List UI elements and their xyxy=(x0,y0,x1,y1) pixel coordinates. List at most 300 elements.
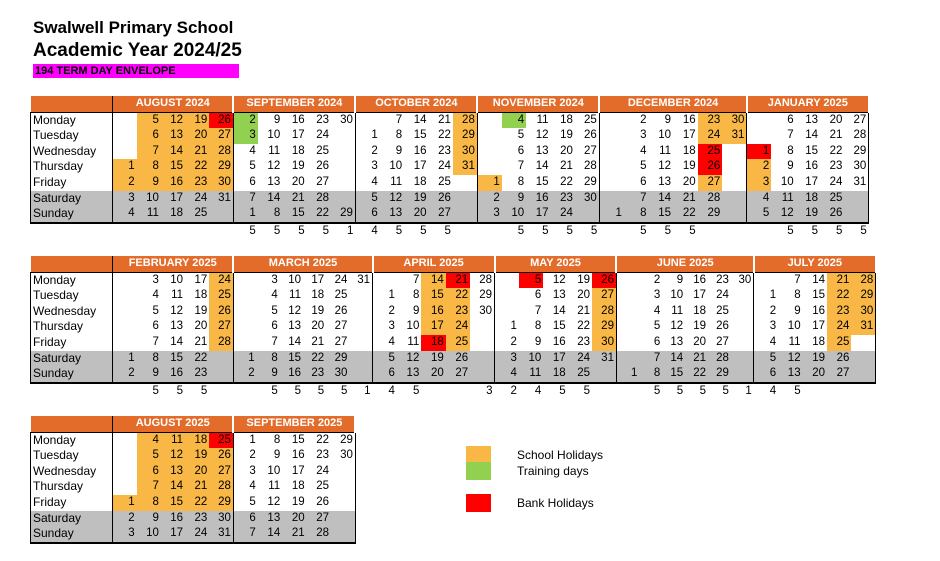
date-cell: 2 xyxy=(747,159,771,175)
date-cell: 28 xyxy=(698,191,723,207)
date-cell xyxy=(113,304,137,320)
date-cell: 18 xyxy=(682,144,696,157)
date-cell xyxy=(731,288,754,304)
date-cell: 14 xyxy=(648,191,673,207)
date-cell: 3 xyxy=(113,526,137,543)
date-cell xyxy=(731,366,754,383)
date-cell: 6 xyxy=(373,366,397,383)
date-cell: 3 xyxy=(769,320,777,333)
week-count: 5 xyxy=(771,223,795,238)
date-cell: 27 xyxy=(698,175,723,191)
week-count: 5 xyxy=(639,383,662,398)
date-cell: 24 xyxy=(316,129,329,142)
date-cell: 5 xyxy=(653,320,661,333)
date-cell: 30 xyxy=(209,175,233,191)
date-cell: 16 xyxy=(413,144,427,157)
week-count: 5 xyxy=(796,223,820,238)
date-cell: 4 xyxy=(653,304,661,317)
date-cell: 6 xyxy=(137,464,161,480)
date-cell: 11 xyxy=(407,335,420,348)
date-cell: 4 xyxy=(371,175,378,188)
date-cell: 28 xyxy=(708,351,731,367)
date-cell: 24 xyxy=(827,319,851,335)
date-cell: 10 xyxy=(780,175,794,188)
date-cell: 17 xyxy=(805,175,819,188)
date-cell: 2 xyxy=(769,304,777,317)
week-count xyxy=(616,383,639,398)
date-cell: 29 xyxy=(592,319,616,335)
date-cell: 9 xyxy=(137,511,161,527)
week-count: 5 xyxy=(543,383,567,398)
date-cell: 2 xyxy=(233,112,257,128)
week-count xyxy=(599,223,624,238)
date-cell: 31 xyxy=(349,272,372,288)
date-cell: 26 xyxy=(698,159,723,175)
date-cell: 2 xyxy=(113,366,137,383)
date-cell: 3 xyxy=(640,129,647,142)
date-cell: 9 xyxy=(257,366,280,383)
date-cell: 9 xyxy=(502,191,526,207)
date-cell: 16 xyxy=(682,113,696,126)
date-cell: 31 xyxy=(209,191,233,207)
date-cell: 8 xyxy=(395,129,403,142)
date-cell: 22 xyxy=(316,433,329,446)
date-cell: 12 xyxy=(670,320,684,333)
date-cell: 30 xyxy=(453,144,477,160)
date-cell: 17 xyxy=(413,160,427,173)
week-count: 5 xyxy=(662,383,685,398)
date-cell: 13 xyxy=(778,366,802,383)
date-cell: 6 xyxy=(137,128,161,144)
date-cell: 20 xyxy=(282,511,306,527)
week-count: 5 xyxy=(397,383,421,398)
date-cell: 11 xyxy=(268,144,281,157)
month-header: SEPTEMBER 2025 xyxy=(233,416,355,432)
week-count xyxy=(446,383,470,398)
date-cell: 19 xyxy=(185,448,209,464)
date-cell: 25 xyxy=(316,144,329,157)
date-cell: 21 xyxy=(185,144,209,160)
date-cell: 16 xyxy=(526,191,550,207)
month-header: AUGUST 2024 xyxy=(113,96,234,112)
date-cell: 13 xyxy=(805,113,819,126)
date-cell: 14 xyxy=(161,144,185,160)
date-cell: 23 xyxy=(698,112,723,128)
date-cell: 3 xyxy=(371,160,378,173)
week-count xyxy=(803,383,827,398)
date-cell: 12 xyxy=(161,112,185,128)
school-name: Swalwell Primary School xyxy=(33,18,234,37)
date-cell xyxy=(233,319,256,335)
date-cell xyxy=(233,335,256,351)
date-cell: 18 xyxy=(543,366,567,383)
date-cell: 19 xyxy=(560,129,573,142)
date-cell: 19 xyxy=(291,495,305,508)
date-cell: 7 xyxy=(395,113,403,126)
training-days-label: Training days xyxy=(517,464,589,478)
date-cell: 2 xyxy=(371,144,378,157)
date-cell: 21 xyxy=(577,304,591,317)
week-count: 5 xyxy=(257,383,280,398)
school-holidays-label: School Holidays xyxy=(517,448,604,462)
week-count: 5 xyxy=(526,223,550,238)
date-cell: 11 xyxy=(390,175,403,188)
day-label: Sunday xyxy=(31,206,113,223)
date-cell: 10 xyxy=(288,273,301,286)
date-cell: 20 xyxy=(404,206,428,223)
date-cell xyxy=(349,351,372,367)
day-label: Wednesday xyxy=(31,144,113,160)
date-cell xyxy=(599,191,624,207)
date-cell: 28 xyxy=(209,479,233,495)
date-cell: 30 xyxy=(331,112,355,128)
date-cell: 19 xyxy=(803,351,827,367)
date-cell: 21 xyxy=(282,526,306,543)
month-header: FEBRUARY 2025 xyxy=(113,256,234,272)
date-cell: 3 xyxy=(233,128,257,144)
date-cell: 7 xyxy=(639,351,662,367)
week-count: 5 xyxy=(708,383,731,398)
date-cell: 7 xyxy=(233,526,257,543)
date-cell: 4 xyxy=(249,144,256,157)
date-cell: 13 xyxy=(380,206,404,223)
date-cell: 23 xyxy=(185,511,209,527)
date-cell: 17 xyxy=(693,289,707,302)
date-cell xyxy=(616,272,639,288)
date-cell xyxy=(373,272,397,288)
date-cell: 23 xyxy=(716,273,729,286)
date-cell: 15 xyxy=(535,175,549,188)
date-cell: 16 xyxy=(161,511,185,527)
count-blank xyxy=(31,383,113,398)
date-cell: 22 xyxy=(303,351,326,367)
calendar-block-3 xyxy=(30,416,356,544)
date-cell xyxy=(722,144,747,160)
date-cell: 25 xyxy=(438,175,451,188)
date-cell: 15 xyxy=(648,206,673,223)
date-cell xyxy=(113,448,137,464)
date-cell: 15 xyxy=(805,144,819,157)
week-count: 1 xyxy=(349,383,372,398)
month-header: DECEMBER 2024 xyxy=(599,96,747,112)
date-cell: 25 xyxy=(820,191,844,207)
date-cell: 20 xyxy=(185,464,209,480)
month-header: JULY 2025 xyxy=(754,256,876,272)
month-header: MAY 2025 xyxy=(495,256,617,272)
date-cell: 14 xyxy=(535,160,549,173)
date-cell: 26 xyxy=(592,272,616,288)
date-cell: 23 xyxy=(577,335,591,348)
date-cell: 21 xyxy=(194,335,208,348)
date-cell: 14 xyxy=(421,272,445,288)
day-label: Tuesday xyxy=(31,448,113,464)
date-cell: 29 xyxy=(844,144,868,160)
day-label: Wednesday xyxy=(31,304,113,320)
date-cell: 12 xyxy=(535,129,549,142)
date-cell: 23 xyxy=(827,304,851,320)
date-cell: 15 xyxy=(161,351,185,367)
week-count: 5 xyxy=(778,383,802,398)
date-cell: 20 xyxy=(185,128,209,144)
date-cell: 17 xyxy=(526,206,550,223)
date-cell xyxy=(731,304,754,320)
date-cell: 18 xyxy=(693,304,707,317)
date-cell: 30 xyxy=(470,304,494,320)
date-cell: 3 xyxy=(271,273,278,286)
date-cell: 27 xyxy=(429,206,453,223)
date-cell: 9 xyxy=(794,304,801,317)
date-cell: 25 xyxy=(209,288,233,304)
week-count: 5 xyxy=(551,223,575,238)
date-cell xyxy=(616,304,639,320)
week-count: 5 xyxy=(820,223,844,238)
date-cell: 19 xyxy=(577,273,591,286)
date-cell: 23 xyxy=(185,366,209,383)
week-count: 5 xyxy=(404,223,428,238)
date-cell: 31 xyxy=(209,526,233,543)
date-cell xyxy=(477,144,501,160)
date-cell: 20 xyxy=(194,320,208,333)
date-cell: 19 xyxy=(185,112,209,128)
date-cell: 22 xyxy=(185,159,209,175)
date-cell xyxy=(477,128,501,144)
date-cell: 8 xyxy=(257,351,280,367)
week-count: 5 xyxy=(502,223,526,238)
date-cell: 26 xyxy=(827,351,851,367)
date-cell xyxy=(355,112,379,128)
date-cell: 21 xyxy=(311,335,325,348)
date-cell: 26 xyxy=(209,448,233,464)
date-cell: 26 xyxy=(820,206,844,223)
week-count: 5 xyxy=(685,383,708,398)
week-count xyxy=(113,383,137,398)
date-cell: 9 xyxy=(676,273,684,286)
date-cell: 2 xyxy=(477,191,501,207)
date-cell xyxy=(209,351,233,367)
date-cell: 17 xyxy=(682,129,696,142)
date-cell xyxy=(331,144,355,160)
date-cell: 7 xyxy=(534,304,542,317)
date-cell: 22 xyxy=(560,175,573,188)
date-cell: 29 xyxy=(326,351,349,367)
date-cell xyxy=(331,511,355,527)
date-cell: 29 xyxy=(331,206,355,223)
date-cell xyxy=(453,206,477,223)
academic-year-title: Academic Year 2024/25 xyxy=(33,40,242,61)
date-cell: 11 xyxy=(671,304,684,317)
week-count: 3 xyxy=(470,383,494,398)
date-cell xyxy=(747,128,771,144)
day-label: Friday xyxy=(31,495,113,511)
date-cell: 4 xyxy=(495,366,519,383)
date-cell: 7 xyxy=(517,160,525,173)
date-cell: 27 xyxy=(575,144,599,160)
date-cell: 28 xyxy=(851,272,875,288)
week-count: 5 xyxy=(380,223,404,238)
date-cell: 12 xyxy=(771,206,795,223)
date-cell: 12 xyxy=(288,304,301,317)
date-cell: 10 xyxy=(137,526,161,543)
day-label: Saturday xyxy=(31,511,113,527)
date-cell: 11 xyxy=(536,113,549,126)
date-cell: 13 xyxy=(161,464,185,480)
date-cell: 7 xyxy=(271,335,278,348)
date-cell: 28 xyxy=(470,272,494,288)
date-cell: 12 xyxy=(267,160,281,173)
date-cell: 6 xyxy=(534,289,542,302)
date-cell: 30 xyxy=(209,511,233,527)
date-cell: 26 xyxy=(446,351,470,367)
date-cell: 24 xyxy=(568,351,592,367)
date-cell xyxy=(599,112,624,128)
date-cell: 15 xyxy=(413,129,427,142)
week-count: 5 xyxy=(568,383,592,398)
date-cell xyxy=(616,319,639,335)
date-cell: 26 xyxy=(716,320,729,333)
date-cell: 27 xyxy=(334,320,348,333)
date-cell: 28 xyxy=(453,112,477,128)
date-cell xyxy=(453,191,477,207)
date-cell: 25 xyxy=(334,289,348,302)
date-cell xyxy=(722,175,747,191)
week-count xyxy=(137,223,161,238)
day-label: Friday xyxy=(31,335,113,351)
date-cell: 27 xyxy=(446,366,470,383)
date-cell: 27 xyxy=(209,319,233,335)
week-count: 5 xyxy=(648,223,673,238)
day-label: Sunday xyxy=(31,366,113,383)
date-cell xyxy=(470,319,494,335)
date-cell xyxy=(349,304,372,320)
week-count: 5 xyxy=(673,223,698,238)
date-cell: 24 xyxy=(316,464,329,477)
day-label: Monday xyxy=(31,432,113,448)
date-cell: 5 xyxy=(373,351,397,367)
bank-holidays-swatch xyxy=(466,494,491,512)
date-cell: 24 xyxy=(698,128,723,144)
date-cell: 24 xyxy=(438,160,451,173)
date-cell: 28 xyxy=(307,526,331,543)
date-cell: 28 xyxy=(209,144,233,160)
week-count: 4 xyxy=(373,383,397,398)
date-cell: 28 xyxy=(307,191,331,207)
date-cell: 19 xyxy=(194,304,208,317)
week-count: 5 xyxy=(280,383,303,398)
date-cell: 11 xyxy=(171,289,184,302)
date-cell: 17 xyxy=(161,526,185,543)
date-cell: 24 xyxy=(446,319,470,335)
month-header: APRIL 2025 xyxy=(373,256,495,272)
date-cell: 4 xyxy=(137,432,161,448)
date-cell xyxy=(722,206,747,223)
date-cell: 20 xyxy=(577,289,591,302)
date-cell: 29 xyxy=(209,159,233,175)
date-cell: 14 xyxy=(812,273,825,286)
date-cell: 5 xyxy=(137,112,161,128)
week-count xyxy=(851,383,875,398)
date-cell: 9 xyxy=(664,113,672,126)
date-cell: 13 xyxy=(535,144,549,157)
week-count: 5 xyxy=(624,223,649,238)
date-cell: 23 xyxy=(829,160,843,173)
date-cell: 9 xyxy=(273,449,281,462)
date-cell: 21 xyxy=(673,191,698,207)
date-cell: 15 xyxy=(161,159,185,175)
date-cell: 25 xyxy=(185,206,209,223)
date-cell xyxy=(331,191,355,207)
date-cell: 4 xyxy=(747,191,771,207)
week-count: 1 xyxy=(731,383,754,398)
date-cell: 15 xyxy=(552,320,566,333)
week-count: 5 xyxy=(258,223,282,238)
date-cell: 22 xyxy=(307,206,331,223)
date-cell: 6 xyxy=(152,320,159,333)
date-cell xyxy=(495,304,519,320)
week-count: 5 xyxy=(429,223,453,238)
date-cell: 27 xyxy=(307,511,331,527)
date-cell: 5 xyxy=(271,304,278,317)
date-cell: 30 xyxy=(731,272,754,288)
date-cell xyxy=(113,432,137,448)
date-cell: 5 xyxy=(249,495,256,508)
date-cell: 5 xyxy=(747,206,771,223)
date-cell: 10 xyxy=(137,191,161,207)
date-cell: 16 xyxy=(421,304,445,320)
date-cell xyxy=(113,112,137,128)
date-cell: 14 xyxy=(552,304,566,317)
date-cell: 11 xyxy=(788,335,801,348)
date-cell: 18 xyxy=(560,113,573,126)
date-cell: 5 xyxy=(754,351,778,367)
date-cell: 4 xyxy=(152,289,159,302)
date-cell: 27 xyxy=(209,464,233,480)
date-cell xyxy=(754,272,778,288)
date-cell: 1 xyxy=(747,144,771,160)
date-cell: 30 xyxy=(592,335,616,351)
date-cell: 7 xyxy=(412,273,420,286)
week-count: 5 xyxy=(282,223,306,238)
date-cell: 27 xyxy=(716,335,729,348)
legend-bank-holidays xyxy=(466,494,666,512)
date-cell: 25 xyxy=(316,480,329,493)
date-cell: 9 xyxy=(412,304,420,317)
date-cell: 23 xyxy=(303,366,326,383)
date-cell: 14 xyxy=(662,351,685,367)
date-cell: 16 xyxy=(552,335,566,348)
date-cell: 7 xyxy=(233,191,257,207)
date-cell xyxy=(113,288,137,304)
date-cell: 29 xyxy=(209,495,233,511)
date-cell: 22 xyxy=(577,320,591,333)
date-cell: 2 xyxy=(388,304,395,317)
week-count xyxy=(722,223,747,238)
date-cell xyxy=(331,526,355,543)
date-cell: 25 xyxy=(209,432,233,448)
date-cell: 21 xyxy=(829,129,843,142)
date-cell: 31 xyxy=(722,128,747,144)
week-count xyxy=(698,223,723,238)
date-cell: 21 xyxy=(446,272,470,288)
date-cell: 14 xyxy=(413,113,427,126)
date-cell: 27 xyxy=(334,335,348,348)
date-cell: 7 xyxy=(787,129,794,142)
training-days-swatch xyxy=(466,462,491,480)
date-cell: 16 xyxy=(161,175,185,191)
bank-holidays-label: Bank Holidays xyxy=(517,496,594,510)
date-cell xyxy=(233,288,256,304)
week-count: 5 xyxy=(307,223,331,238)
date-cell: 2 xyxy=(640,113,647,126)
